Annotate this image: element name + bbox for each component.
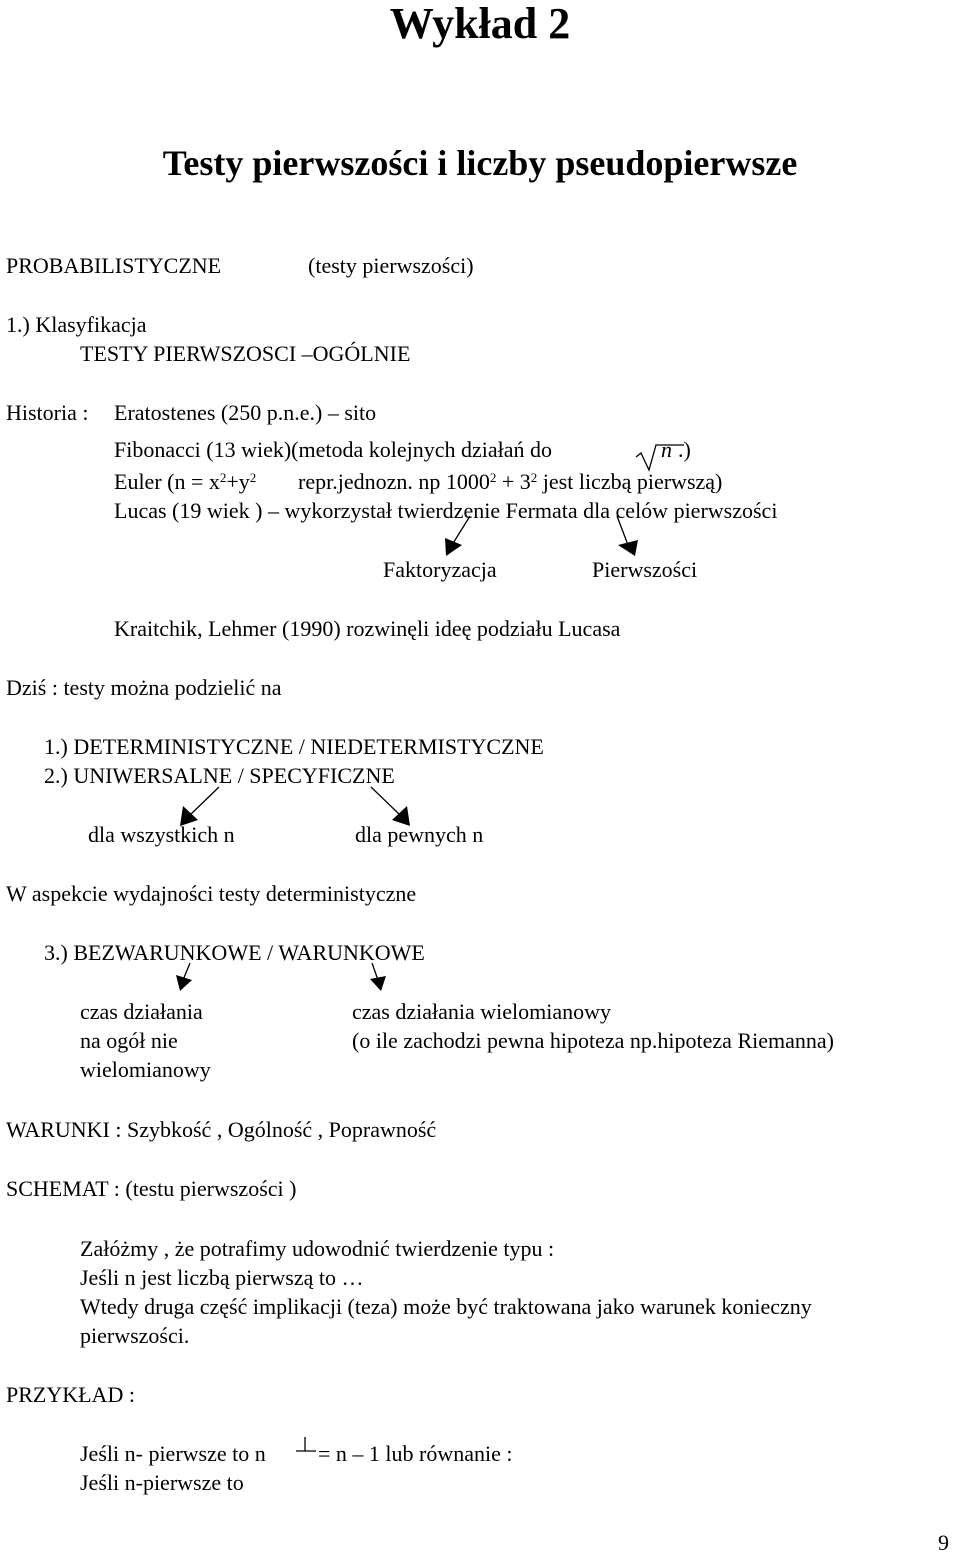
schema-line-2: Jeśli n jest liczbą pierwszą to … [80,1265,364,1290]
division-item-2-left: dla wszystkich n [88,822,235,847]
history-kraitchik: Kraitchik, Lehmer (1990) rozwinęli ideę podziału Lucasa [114,616,621,641]
history-euler-example [298,469,722,495]
division-item-3-left-2: na ogół nie [80,1028,178,1053]
today-text: Dziś : testy można podzielić na [6,675,282,700]
conditions-text: WARUNKI : Szybkość , Ogólność , Poprawność [6,1117,437,1142]
probabilistic-label: PROBABILISTYCZNE [6,253,222,278]
euler-exp-1: 2 [219,470,227,485]
schema-line-4: pierwszości. [80,1323,190,1348]
division-item-2-right: dla pewnych n [355,822,484,847]
division-item-3-right-1: czas działania wielomianowy [352,999,612,1024]
division-item-3-left-1: czas działania [80,999,203,1024]
schema-label: SCHEMAT : (testu pierwszości ) [6,1176,297,1201]
page-title: Wykład 2 [389,0,571,48]
branch-pierwszosci: Pierwszości [592,557,698,582]
euler-text-2: +y [226,469,250,494]
example-line-2: Jeśli n-pierwsze to [80,1470,244,1495]
euler-text-5: jest liczbą pierwszą) [537,469,723,494]
page-number: 9 [938,1530,949,1555]
schema-line-3: Wtedy druga część implikacji (teza) może być traktowana jako warunek konieczny [80,1294,812,1319]
division-item-2: 2.) UNIWERSALNE / SPECYFICZNE [44,763,395,788]
arrow-head [370,976,386,991]
euler-exp-4: 2 [530,470,538,485]
euler-text-4: + 3 [496,469,531,494]
division-item-3-right-2: (o ile zachodzi pewna hipoteza np.hipoteza Riemanna) [352,1028,834,1053]
probabilistic-note: (testy pierwszości) [308,253,474,278]
division-item-1: 1.) DETERMINISTYCZNE / NIEDETERMISTYCZNE [44,734,544,759]
arrow-head [618,540,638,556]
fibonacci-suffix: .) [678,437,691,462]
sqrt-symbol [636,445,684,470]
classification-general: TESTY PIERWSZOSCI –OGÓLNIE [80,341,411,366]
history-eratostenes: Eratostenes (250 p.n.e.) – sito [114,400,377,425]
euler-text-1: Euler (n = x [114,469,220,494]
fibonacci-variable: n [661,437,672,462]
fibonacci-text: Fibonacci (13 wiek)(metoda kolejnych działań do [114,437,553,462]
classification-item: 1.) Klasyfikacja [6,312,147,337]
arrow-head [445,538,462,556]
page-subtitle: Testy pierwszości i liczby pseudopierwsze [162,143,798,183]
euler-text-3: repr.jednozn. np 1000 [298,469,490,494]
history-fibonacci [114,437,552,463]
euler-exp-2: 2 [249,470,257,485]
schema-line-1: Załóżmy , że potrafimy udowodnić twierdzenie typu : [80,1236,555,1261]
arrow-dla-wszystkich [190,787,219,815]
example-line-1-rest: = n – 1 lub równanie : [318,1441,513,1466]
history-label: Historia : [6,400,89,425]
history-lucas: Lucas (19 wiek ) – wykorzystał twierdzenie Fermata dla celów pierwszości [114,498,778,523]
example-line-1: Jeśli n- pierwsze to n [80,1441,266,1466]
example-label: PRZYKŁAD : [6,1382,135,1407]
euler-exp-3: 2 [489,470,497,485]
arrow-dla-pewnych [371,787,400,815]
division-aspect: W aspekcie wydajności testy deterministyczne [6,881,417,906]
history-euler [114,469,256,495]
branch-faktoryzacja: Faktoryzacja [383,557,497,582]
division-item-3-left-3: wielomianowy [80,1057,211,1082]
division-item-3: 3.) BEZWARUNKOWE / WARUNKOWE [44,940,425,965]
